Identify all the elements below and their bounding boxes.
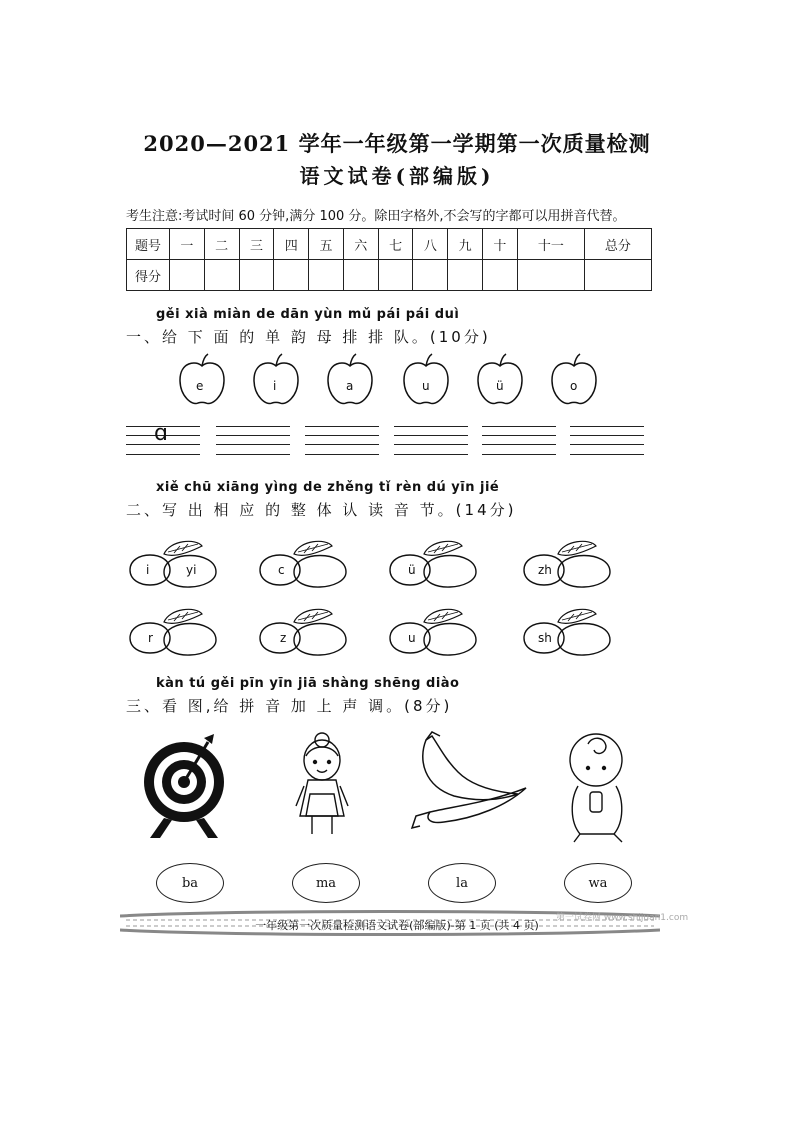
q1-title: 一、给 下 面 的 单 韵 母 排 排 队。(10分): [126, 328, 491, 346]
table-cell: 六: [343, 229, 378, 260]
q1-pinyin: gěi xià miàn de dān yùn mǔ pái pái duì: [156, 307, 460, 322]
exam-title: 2020—2021 学年一年级第一学期第一次质量检测: [143, 131, 651, 156]
answer-oval[interactable]: ma: [292, 863, 360, 903]
score-input-cell[interactable]: [413, 260, 448, 291]
score-table-score-row: [127, 260, 652, 291]
leaf-pair-icon: [390, 541, 476, 587]
score-input-cell[interactable]: [483, 260, 518, 291]
table-cell: 二: [204, 229, 239, 260]
score-input-cell[interactable]: [378, 260, 413, 291]
answer-text: ɑ: [154, 421, 168, 446]
score-input-cell[interactable]: [309, 260, 344, 291]
score-input-cell[interactable]: [343, 260, 378, 291]
table-cell: 一: [170, 229, 205, 260]
table-cell: 总分: [584, 229, 651, 260]
writing-lines[interactable]: [216, 426, 290, 458]
leaf-left-text: c: [278, 563, 285, 577]
apple-letter: a: [346, 379, 354, 393]
leaf-pair-icon: [130, 609, 216, 655]
leaf-left-text: r: [148, 631, 153, 645]
table-cell: 四: [274, 229, 309, 260]
pepper-icon: [412, 732, 526, 828]
answer-oval[interactable]: ba: [156, 863, 224, 903]
leaf-right-text: yi: [186, 563, 197, 577]
table-cell: 八: [413, 229, 448, 260]
leaf-left-text: ü: [408, 563, 416, 577]
table-cell: 七: [378, 229, 413, 260]
q1-apples: [0, 352, 794, 412]
q3-pinyin: kàn tú gěi pīn yīn jiā shàng shēng diào: [156, 676, 460, 691]
score-table: [126, 228, 652, 291]
target-icon: [144, 734, 224, 838]
leaf-pair-icon: [524, 541, 610, 587]
score-input-cell[interactable]: [448, 260, 483, 291]
writing-lines[interactable]: [482, 426, 556, 458]
score-input-cell[interactable]: [170, 260, 205, 291]
q3-title: 三、看 图,给 拼 音 加 上 声 调。(8分): [126, 697, 453, 715]
table-cell: 三: [239, 229, 274, 260]
leaf-left-text: u: [408, 631, 416, 645]
score-input-cell[interactable]: [204, 260, 239, 291]
table-cell: 九: [448, 229, 483, 260]
leaf-pair-icon: [130, 541, 216, 587]
table-cell: 得分: [127, 260, 170, 291]
q2-leaf-pairs: [0, 528, 794, 668]
leaf-pair-icon: [260, 541, 346, 587]
apple-letter: i: [273, 379, 277, 393]
table-cell: 十: [483, 229, 518, 260]
score-input-cell[interactable]: [274, 260, 309, 291]
leaf-left-text: z: [280, 631, 287, 645]
leaf-pair-icon: [260, 609, 346, 655]
apple-letter: ü: [496, 379, 504, 393]
table-cell: 题号: [127, 229, 170, 260]
baby-icon: [570, 734, 622, 842]
q2-pinyin: xiě chū xiāng yìng de zhěng tǐ rèn dú yīn jié: [156, 480, 500, 495]
table-cell: 十一: [517, 229, 584, 260]
answer-oval[interactable]: la: [428, 863, 496, 903]
score-table-header-row: [127, 229, 652, 260]
leaf-left-text: sh: [538, 631, 552, 645]
leaf-pair-icon: [390, 609, 476, 655]
page-footer: 一年级第一次质量检测语文试卷(部编版)-第 1 页 (共 4 页): [255, 919, 539, 932]
score-input-cell[interactable]: [584, 260, 651, 291]
apple-letter: u: [422, 379, 430, 393]
q2-title: 二、写 出 相 应 的 整 体 认 读 音 节。(14分): [126, 501, 517, 519]
answer-oval[interactable]: wa: [564, 863, 632, 903]
exam-notice: 考生注意:考试时间 60 分钟,满分 100 分。除田字格外,不会写的字都可以用拼音代替。: [126, 209, 626, 224]
apple-letter: e: [196, 379, 204, 393]
writing-lines[interactable]: [305, 426, 379, 458]
leaf-left-text: i: [146, 563, 150, 577]
table-cell: 五: [309, 229, 344, 260]
q3-pictures: [0, 730, 794, 855]
apple-letter: o: [570, 379, 578, 393]
score-input-cell[interactable]: [517, 260, 584, 291]
writing-lines[interactable]: [394, 426, 468, 458]
writing-lines[interactable]: [570, 426, 644, 458]
leaf-pair-icon: [524, 609, 610, 655]
exam-subtitle: 语文试卷(部编版): [299, 164, 495, 188]
score-input-cell[interactable]: [239, 260, 274, 291]
leaf-left-text: zh: [538, 563, 552, 577]
grandma-icon: [296, 733, 348, 834]
watermark: 第一试卷网 www.shijuan1.com: [556, 913, 689, 923]
